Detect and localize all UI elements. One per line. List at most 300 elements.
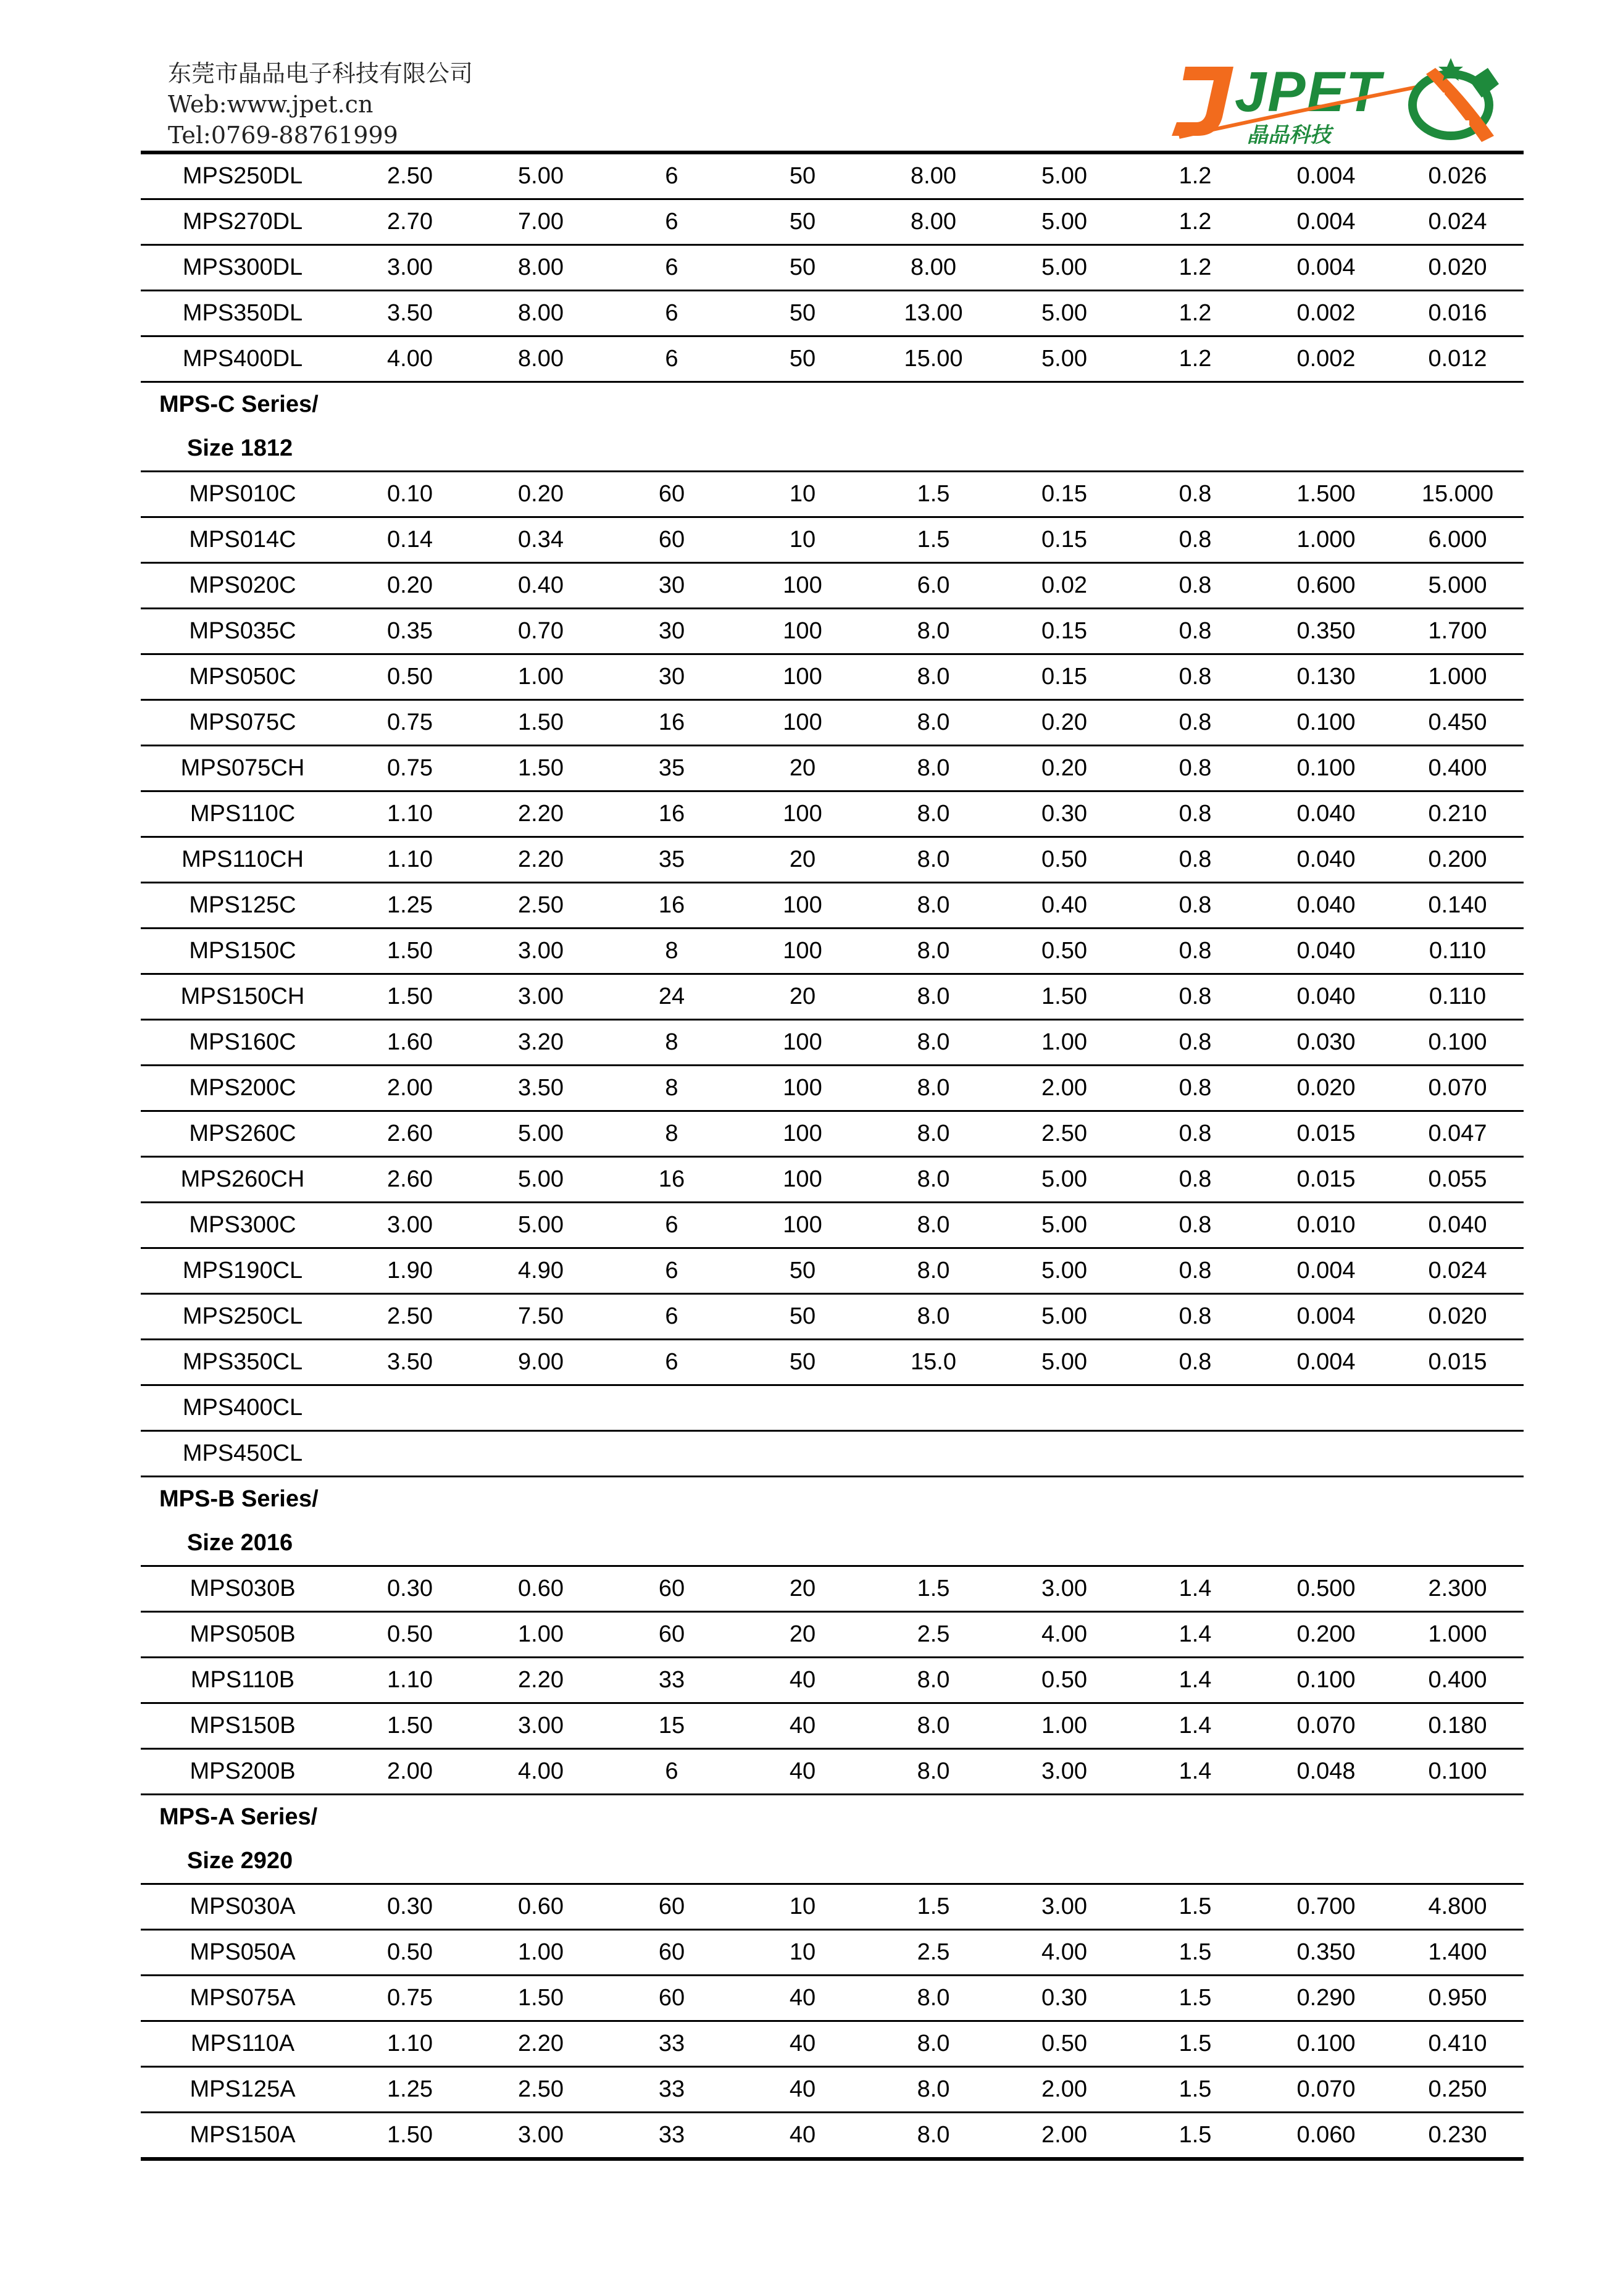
- table-cell: 100: [737, 1111, 868, 1157]
- table-row: [141, 1066, 1524, 1111]
- table-cell: 30: [606, 609, 737, 654]
- table-cell: 2.50: [475, 2067, 606, 2113]
- section-title-row: [141, 1477, 1524, 1522]
- table-cell: 5.00: [999, 1203, 1130, 1248]
- table-cell: 33: [606, 2113, 737, 2160]
- table-cell: 0.100: [1391, 1749, 1524, 1795]
- table-cell: 1.2: [1130, 199, 1261, 245]
- table-cell: 3.00: [475, 929, 606, 974]
- part-number-cell: MPS150CH: [141, 974, 344, 1020]
- table-row: [141, 245, 1524, 291]
- table-cell: [868, 1385, 999, 1431]
- table-cell: 1.5: [1130, 2113, 1261, 2160]
- table-cell: 0.02: [999, 563, 1130, 609]
- table-cell: 0.8: [1130, 883, 1261, 929]
- table-row: [141, 1020, 1524, 1066]
- section-size: Size 2920: [141, 1839, 1524, 1884]
- table-cell: 0.50: [344, 1930, 475, 1976]
- table-cell: 1.25: [344, 2067, 475, 2113]
- part-number-cell: MPS450CL: [141, 1431, 344, 1477]
- table-cell: 8.0: [868, 1020, 999, 1066]
- table-cell: [344, 1431, 475, 1477]
- table-row: [141, 1703, 1524, 1749]
- table-cell: [1261, 1385, 1391, 1431]
- table-cell: 0.20: [344, 563, 475, 609]
- table-row: [141, 746, 1524, 791]
- table-cell: 0.400: [1391, 746, 1524, 791]
- part-number-cell: MPS050A: [141, 1930, 344, 1976]
- table-cell: 0.055: [1391, 1157, 1524, 1203]
- table-cell: 0.020: [1391, 245, 1524, 291]
- table-cell: 0.100: [1261, 700, 1391, 746]
- table-cell: 1.90: [344, 1248, 475, 1294]
- table-cell: 2.50: [344, 154, 475, 199]
- part-number-cell: MPS300C: [141, 1203, 344, 1248]
- table-cell: 1.50: [475, 700, 606, 746]
- table-cell: 0.004: [1261, 154, 1391, 199]
- table-cell: 5.00: [475, 154, 606, 199]
- table-cell: 50: [737, 291, 868, 336]
- table-cell: 1.50: [344, 929, 475, 974]
- table-cell: 2.60: [344, 1111, 475, 1157]
- table-cell: 0.015: [1261, 1111, 1391, 1157]
- part-number-cell: MPS110B: [141, 1658, 344, 1703]
- table-cell: 13.00: [868, 291, 999, 336]
- table-cell: 30: [606, 563, 737, 609]
- table-cell: 8.00: [868, 154, 999, 199]
- table-cell: 6: [606, 1749, 737, 1795]
- table-cell: 10: [737, 517, 868, 563]
- table-cell: 0.140: [1391, 883, 1524, 929]
- table-cell: 0.200: [1391, 837, 1524, 883]
- table-cell: 0.230: [1391, 2113, 1524, 2160]
- part-number-cell: MPS150B: [141, 1703, 344, 1749]
- part-number-cell: MPS250DL: [141, 154, 344, 199]
- part-number-cell: MPS110C: [141, 791, 344, 837]
- table-cell: 33: [606, 1658, 737, 1703]
- table-row: [141, 837, 1524, 883]
- table-cell: [737, 1385, 868, 1431]
- table-cell: 0.600: [1261, 563, 1391, 609]
- logo-text: JPET: [1235, 61, 1382, 123]
- table-cell: 0.34: [475, 517, 606, 563]
- table-cell: 1.50: [344, 2113, 475, 2160]
- table-cell: 33: [606, 2067, 737, 2113]
- table-cell: [606, 1431, 737, 1477]
- table-row: [141, 929, 1524, 974]
- table-cell: 8.00: [475, 336, 606, 382]
- table-cell: 1.00: [475, 1930, 606, 1976]
- table-cell: 10: [737, 472, 868, 517]
- table-cell: 1.4: [1130, 1612, 1261, 1658]
- table-cell: 2.20: [475, 837, 606, 883]
- table-cell: [475, 1385, 606, 1431]
- table-cell: 0.8: [1130, 974, 1261, 1020]
- table-cell: 3.50: [344, 1340, 475, 1385]
- table-cell: 0.040: [1261, 883, 1391, 929]
- part-number-cell: MPS400DL: [141, 336, 344, 382]
- table-cell: 4.00: [344, 336, 475, 382]
- table-cell: 100: [737, 700, 868, 746]
- table-cell: 0.8: [1130, 929, 1261, 974]
- part-number-cell: MPS110CH: [141, 837, 344, 883]
- table-cell: 0.30: [999, 1976, 1130, 2021]
- table-cell: 0.8: [1130, 609, 1261, 654]
- table-cell: 2.00: [999, 1066, 1130, 1111]
- table-cell: 1.5: [868, 517, 999, 563]
- table-cell: 0.048: [1261, 1749, 1391, 1795]
- table-cell: 8.0: [868, 609, 999, 654]
- table-cell: 0.100: [1261, 2021, 1391, 2067]
- table-cell: 16: [606, 791, 737, 837]
- table-cell: 4.00: [475, 1749, 606, 1795]
- table-cell: 8.0: [868, 1203, 999, 1248]
- table-cell: 100: [737, 563, 868, 609]
- table-row: [141, 472, 1524, 517]
- table-cell: 2.5: [868, 1612, 999, 1658]
- table-cell: 8.0: [868, 700, 999, 746]
- table-cell: 16: [606, 1157, 737, 1203]
- table-cell: 9.00: [475, 1340, 606, 1385]
- table-cell: 40: [737, 2021, 868, 2067]
- table-cell: 100: [737, 1157, 868, 1203]
- table-cell: 6.0: [868, 563, 999, 609]
- table-cell: 0.8: [1130, 1294, 1261, 1340]
- table-cell: 0.040: [1261, 791, 1391, 837]
- table-cell: 0.60: [475, 1884, 606, 1930]
- table-cell: 33: [606, 2021, 737, 2067]
- table-row: [141, 563, 1524, 609]
- table-cell: 3.00: [475, 974, 606, 1020]
- table-cell: 4.00: [999, 1930, 1130, 1976]
- table-cell: 0.400: [1391, 1658, 1524, 1703]
- table-row: [141, 291, 1524, 336]
- table-cell: 8.0: [868, 791, 999, 837]
- table-cell: 50: [737, 336, 868, 382]
- table-cell: 1.5: [868, 1566, 999, 1612]
- table-cell: 60: [606, 1566, 737, 1612]
- part-number-cell: MPS014C: [141, 517, 344, 563]
- part-number-cell: MPS200C: [141, 1066, 344, 1111]
- table-cell: 0.004: [1261, 1248, 1391, 1294]
- table-row: [141, 1385, 1524, 1431]
- table-cell: [606, 1385, 737, 1431]
- table-cell: 0.14: [344, 517, 475, 563]
- table-cell: 50: [737, 154, 868, 199]
- table-row: [141, 1340, 1524, 1385]
- table-cell: 1.4: [1130, 1703, 1261, 1749]
- table-cell: 0.35: [344, 609, 475, 654]
- table-cell: 0.75: [344, 1976, 475, 2021]
- table-cell: [1261, 1431, 1391, 1477]
- part-number-cell: MPS020C: [141, 563, 344, 609]
- table-cell: 0.450: [1391, 700, 1524, 746]
- table-cell: 8.0: [868, 837, 999, 883]
- table-cell: 7.00: [475, 199, 606, 245]
- table-cell: 0.50: [344, 654, 475, 700]
- table-cell: 1.000: [1261, 517, 1391, 563]
- table-cell: 8.0: [868, 2067, 999, 2113]
- table-cell: 0.50: [344, 1612, 475, 1658]
- table-cell: 1.10: [344, 837, 475, 883]
- table-cell: 0.8: [1130, 746, 1261, 791]
- company-info: [168, 58, 473, 151]
- table-cell: 1.5: [1130, 1884, 1261, 1930]
- table-cell: 35: [606, 746, 737, 791]
- table-cell: 2.300: [1391, 1566, 1524, 1612]
- table-cell: 1.2: [1130, 291, 1261, 336]
- part-number-cell: MPS150C: [141, 929, 344, 974]
- table-cell: 5.00: [999, 336, 1130, 382]
- table-cell: 0.350: [1261, 609, 1391, 654]
- table-cell: 8.0: [868, 2113, 999, 2160]
- table-cell: 0.040: [1261, 974, 1391, 1020]
- table-cell: 0.8: [1130, 1203, 1261, 1248]
- table-cell: 0.210: [1391, 791, 1524, 837]
- table-cell: 8.0: [868, 883, 999, 929]
- section-size-row: [141, 427, 1524, 472]
- table-cell: 0.024: [1391, 199, 1524, 245]
- table-cell: 0.250: [1391, 2067, 1524, 2113]
- table-row: [141, 2021, 1524, 2067]
- table-cell: 20: [737, 837, 868, 883]
- table-cell: 1.2: [1130, 245, 1261, 291]
- table-cell: 0.130: [1261, 654, 1391, 700]
- table-cell: 1.50: [999, 974, 1130, 1020]
- table-cell: 40: [737, 1658, 868, 1703]
- table-cell: 0.070: [1261, 1703, 1391, 1749]
- table-row: [141, 1566, 1524, 1612]
- table-cell: 1.25: [344, 883, 475, 929]
- table-cell: 0.50: [999, 837, 1130, 883]
- table-cell: 2.00: [344, 1066, 475, 1111]
- table-cell: 0.040: [1261, 837, 1391, 883]
- table-cell: 1.700: [1391, 609, 1524, 654]
- table-cell: 0.8: [1130, 563, 1261, 609]
- table-cell: 0.350: [1261, 1930, 1391, 1976]
- table-cell: 0.040: [1391, 1203, 1524, 1248]
- table-cell: 0.8: [1130, 1248, 1261, 1294]
- table-cell: 1.50: [344, 974, 475, 1020]
- table-cell: 60: [606, 472, 737, 517]
- part-number-cell: MPS035C: [141, 609, 344, 654]
- table-cell: 2.20: [475, 791, 606, 837]
- table-cell: 0.002: [1261, 291, 1391, 336]
- table-cell: 6: [606, 1340, 737, 1385]
- part-number-cell: MPS300DL: [141, 245, 344, 291]
- table-cell: 8.0: [868, 1294, 999, 1340]
- table-cell: 15.0: [868, 1340, 999, 1385]
- table-row: [141, 1203, 1524, 1248]
- table-cell: 30: [606, 654, 737, 700]
- company-web[interactable]: Web:www.jpet.cn: [168, 91, 373, 118]
- section-title: MPS-C Series/: [159, 391, 319, 417]
- table-cell: 6: [606, 336, 737, 382]
- table-cell: 0.410: [1391, 2021, 1524, 2067]
- table-cell: 6: [606, 291, 737, 336]
- part-number-cell: MPS160C: [141, 1020, 344, 1066]
- table-cell: 0.070: [1391, 1066, 1524, 1111]
- section-size: Size 2016: [141, 1521, 1524, 1566]
- table-cell: 40: [737, 1703, 868, 1749]
- table-cell: 60: [606, 1884, 737, 1930]
- table-cell: 60: [606, 517, 737, 563]
- table-cell: 1.5: [1130, 1976, 1261, 2021]
- table-cell: 60: [606, 1930, 737, 1976]
- table-cell: 8: [606, 929, 737, 974]
- table-cell: 2.70: [344, 199, 475, 245]
- table-cell: 5.00: [999, 199, 1130, 245]
- table-cell: 1.500: [1261, 472, 1391, 517]
- table-cell: [1130, 1385, 1261, 1431]
- table-row: [141, 791, 1524, 837]
- table-cell: 1.50: [475, 1976, 606, 2021]
- table-cell: 3.00: [999, 1884, 1130, 1930]
- part-number-cell: MPS350DL: [141, 291, 344, 336]
- table-cell: 50: [737, 245, 868, 291]
- table-cell: 16: [606, 883, 737, 929]
- table-cell: 0.015: [1391, 1340, 1524, 1385]
- table-cell: 0.004: [1261, 199, 1391, 245]
- table-cell: 5.000: [1391, 563, 1524, 609]
- table-cell: 0.026: [1391, 154, 1524, 199]
- table-cell: 0.290: [1261, 1976, 1391, 2021]
- table-cell: [1130, 1431, 1261, 1477]
- table-cell: 1.4: [1130, 1749, 1261, 1795]
- table-cell: 0.100: [1391, 1020, 1524, 1066]
- table-cell: 2.50: [999, 1111, 1130, 1157]
- table-row: [141, 1612, 1524, 1658]
- table-cell: 0.8: [1130, 1111, 1261, 1157]
- table-cell: 0.8: [1130, 700, 1261, 746]
- table-cell: 5.00: [999, 291, 1130, 336]
- table-cell: 0.15: [999, 517, 1130, 563]
- section-size-row: [141, 1839, 1524, 1884]
- part-number-cell: MPS150A: [141, 2113, 344, 2160]
- part-number-cell: MPS250CL: [141, 1294, 344, 1340]
- table-cell: 0.30: [999, 791, 1130, 837]
- table-cell: 3.00: [999, 1749, 1130, 1795]
- table-cell: 8.0: [868, 929, 999, 974]
- table-cell: [868, 1431, 999, 1477]
- table-cell: 0.70: [475, 609, 606, 654]
- table-cell: 0.100: [1261, 746, 1391, 791]
- table-cell: 1.50: [475, 746, 606, 791]
- logo-subtext: 晶品科技: [1247, 123, 1331, 148]
- table-cell: 0.20: [999, 700, 1130, 746]
- part-number-cell: MPS075A: [141, 1976, 344, 2021]
- table-cell: 1.60: [344, 1020, 475, 1066]
- table-cell: 0.070: [1261, 2067, 1391, 2113]
- section-title-row: [141, 1795, 1524, 1840]
- table-cell: [999, 1431, 1130, 1477]
- table-cell: 35: [606, 837, 737, 883]
- table-cell: 8.0: [868, 1976, 999, 2021]
- table-cell: 100: [737, 1066, 868, 1111]
- table-cell: 0.40: [999, 883, 1130, 929]
- section-title: MPS-B Series/: [159, 1486, 319, 1512]
- table-cell: 3.00: [999, 1566, 1130, 1612]
- table-cell: 5.00: [999, 154, 1130, 199]
- table-cell: 50: [737, 1340, 868, 1385]
- table-cell: 6.000: [1391, 517, 1524, 563]
- table-cell: 5.00: [475, 1157, 606, 1203]
- section-size-row: [141, 1521, 1524, 1566]
- part-number-cell: MPS030A: [141, 1884, 344, 1930]
- table-cell: 60: [606, 1976, 737, 2021]
- table-cell: 0.40: [475, 563, 606, 609]
- table-cell: 2.00: [999, 2067, 1130, 2113]
- table-cell: 3.00: [344, 245, 475, 291]
- table-cell: 0.040: [1261, 929, 1391, 974]
- table-cell: 0.20: [999, 746, 1130, 791]
- table-cell: 8.0: [868, 654, 999, 700]
- table-cell: 0.002: [1261, 336, 1391, 382]
- table-cell: 15.000: [1391, 472, 1524, 517]
- table-cell: 40: [737, 2067, 868, 2113]
- table-cell: 0.15: [999, 472, 1130, 517]
- table-cell: 3.20: [475, 1020, 606, 1066]
- table-cell: 1.5: [1130, 2067, 1261, 2113]
- table-cell: 8: [606, 1020, 737, 1066]
- part-number-cell: MPS400CL: [141, 1385, 344, 1431]
- table-cell: 0.30: [344, 1884, 475, 1930]
- table-cell: 8: [606, 1066, 737, 1111]
- table-cell: 0.004: [1261, 245, 1391, 291]
- table-cell: 1.400: [1391, 1930, 1524, 1976]
- table-cell: 1.00: [999, 1703, 1130, 1749]
- table-cell: 8.0: [868, 2021, 999, 2067]
- table-row: [141, 654, 1524, 700]
- table-cell: 8.0: [868, 1703, 999, 1749]
- table-cell: 100: [737, 654, 868, 700]
- table-cell: 0.8: [1130, 791, 1261, 837]
- table-cell: 0.8: [1130, 517, 1261, 563]
- table-cell: 3.50: [344, 291, 475, 336]
- table-row: [141, 974, 1524, 1020]
- page-header: [0, 0, 1623, 154]
- table-cell: 0.015: [1261, 1157, 1391, 1203]
- part-number-cell: MPS190CL: [141, 1248, 344, 1294]
- section-title: MPS-A Series/: [159, 1804, 318, 1830]
- jpet-logo: [1161, 49, 1519, 148]
- company-tel: Tel:0769-88761999: [168, 122, 398, 149]
- table-cell: 1.10: [344, 1658, 475, 1703]
- table-cell: 6: [606, 1294, 737, 1340]
- table-cell: 5.00: [999, 1157, 1130, 1203]
- table-cell: 2.00: [999, 2113, 1130, 2160]
- pptc-spec-table: [141, 154, 1524, 2161]
- table-cell: 50: [737, 199, 868, 245]
- table-cell: 0.004: [1261, 1340, 1391, 1385]
- table-cell: 5.00: [475, 1203, 606, 1248]
- table-cell: 8.0: [868, 1111, 999, 1157]
- table-cell: 0.30: [344, 1566, 475, 1612]
- part-number-cell: MPS125C: [141, 883, 344, 929]
- table-cell: 0.180: [1391, 1703, 1524, 1749]
- part-number-cell: MPS050B: [141, 1612, 344, 1658]
- table-cell: 0.012: [1391, 336, 1524, 382]
- table-row: [141, 336, 1524, 382]
- table-cell: 2.50: [475, 883, 606, 929]
- table-row: [141, 1749, 1524, 1795]
- table-cell: 1.00: [475, 654, 606, 700]
- part-number-cell: MPS260C: [141, 1111, 344, 1157]
- table-row: [141, 1157, 1524, 1203]
- table-cell: 3.50: [475, 1066, 606, 1111]
- table-row: [141, 700, 1524, 746]
- table-cell: 1.10: [344, 791, 475, 837]
